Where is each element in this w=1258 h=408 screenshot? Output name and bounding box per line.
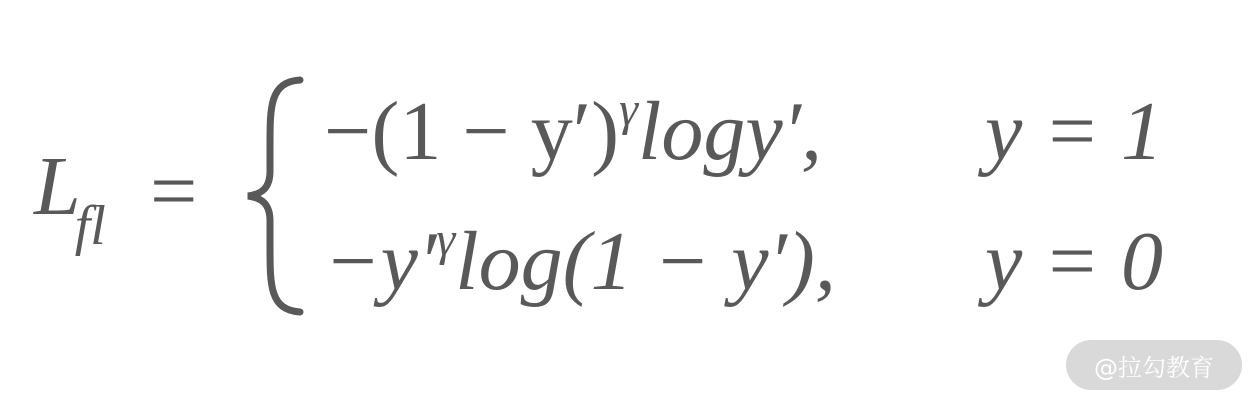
watermark-badge — [1066, 340, 1242, 390]
case-2-gamma: γ — [436, 213, 456, 266]
case-2-part-1: −y′ — [324, 215, 437, 308]
lhs-subscript: fl — [74, 195, 106, 257]
watermark-text: @拉勾教育 — [1094, 353, 1214, 382]
case-2-expression — [324, 213, 836, 308]
left-brace — [240, 76, 310, 316]
case-1-part-3: logy′, — [638, 85, 822, 178]
equals-sign: = — [150, 145, 198, 238]
formula-lhs — [34, 140, 106, 257]
case-1-gamma: γ — [619, 83, 638, 136]
case-1-condition: y = 1 — [985, 85, 1163, 178]
case-2-part-3: log(1 − y′), — [455, 215, 836, 308]
case-2-condition: y = 0 — [985, 215, 1163, 308]
lhs-symbol: L — [34, 140, 81, 233]
case-1-part-1: −(1 − y′) — [324, 85, 620, 178]
case-1-expression — [324, 83, 822, 178]
